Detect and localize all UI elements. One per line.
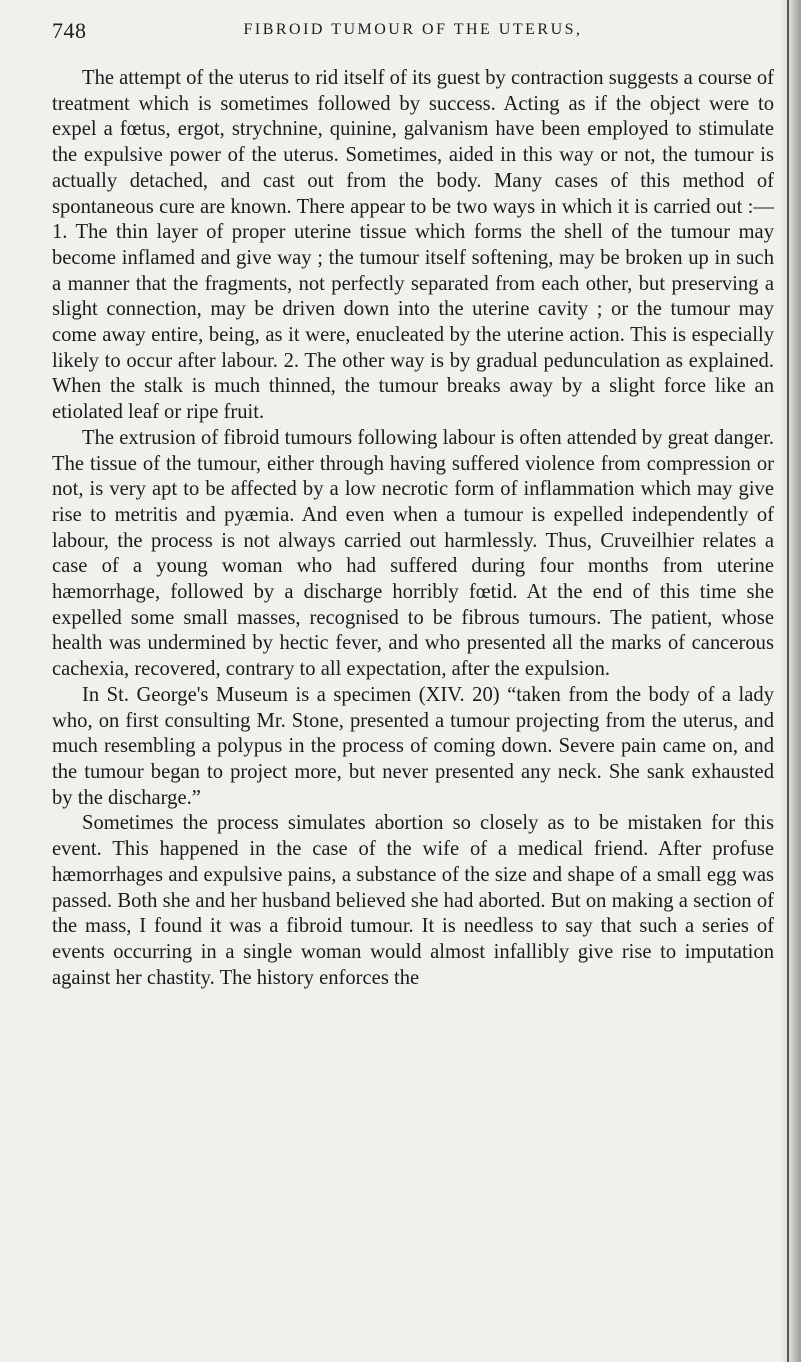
running-title: FIBROID TUMOUR OF THE UTERUS, xyxy=(243,21,583,38)
page-header xyxy=(52,18,774,48)
book-page xyxy=(52,0,774,1362)
body-text xyxy=(52,66,774,991)
paragraph-museum-specimen: In St. George's Museum is a specimen (XIV. 20) “taken from the body of a lady who, on first consulting Mr. Stone, presented a tumour projecting from the uterus, and much resembling a polypus in the process of coming down. Severe pain came on, and the tumour began to project more, but never presented any neck. She sank exhausted by the discharge.” xyxy=(52,683,774,809)
paragraph-spontaneous-cure: The attempt of the uterus to rid itself of its guest by contraction suggests a course of treatment which is sometimes followed by success. Acting as if the object were to expel a fœtus, ergot, strychnine, quinine, galvanism have been employed to stimulate the expulsive power of the uterus. Sometimes, aided in this way or not, the tumour is actually detached, and cast out from the body. Many cases of this method of spontaneous cure are known. There appear to be two ways in which it is carried out :—1. The thin layer of proper uterine tissue which forms the shell of the tumour may become inflamed and give way ; the tumour itself softening, may be broken up in such a manner that the fragments, not perfectly separated from each other, but preserving a slight connection, may be driven down into the uterine cavity ; or the tumour may come away entire, being, as it were, enucleated by the uterine action. This is especially likely to occur after labour. 2. The other way is by gradual pedunculation as explained. When the stalk is much thinned, the tumour breaks away by a slight force like an etiolated leaf or ripe fruit. xyxy=(52,67,775,424)
page-binding-shadow xyxy=(779,0,801,1362)
page-number: 748 xyxy=(52,18,87,43)
page-binding-edge xyxy=(787,0,789,1362)
paragraph-simulated-abortion: Sometimes the process simulates abortion so closely as to be mistaken for this event. This happened in the case of the wife of a medical friend. After profuse hæmorrhages and expulsive pains, a substance of the size and shape of a small egg was passed. Both she and her husband believed she had aborted. But on making a section of the mass, I found it was a fibroid tumour. It is needless to say that such a series of events occurring in a single woman would almost infallibly give rise to imputation against her chastity. The history enforces the xyxy=(52,812,774,989)
paragraph-extrusion-danger: The extrusion of fibroid tumours following labour is often attended by great danger. The tissue of the tumour, either through having suffered violence from compression or not, is very apt to be affected by a low necrotic form of inflammation which may give rise to metritis and pyæmia. And even when a tumour is expelled independently of labour, the process is not always carried out harmlessly. Thus, Cruveilhier relates a case of a young woman who had suffered during four months from uterine hæmorrhage, followed by a discharge horribly fœtid. At the end of this time she expelled some small masses, recognised to be fibrous tumours. The patient, whose health was undermined by hectic fever, and who presented all the marks of cancerous cachexia, recovered, contrary to all expectation, after the expulsion. xyxy=(52,426,774,681)
